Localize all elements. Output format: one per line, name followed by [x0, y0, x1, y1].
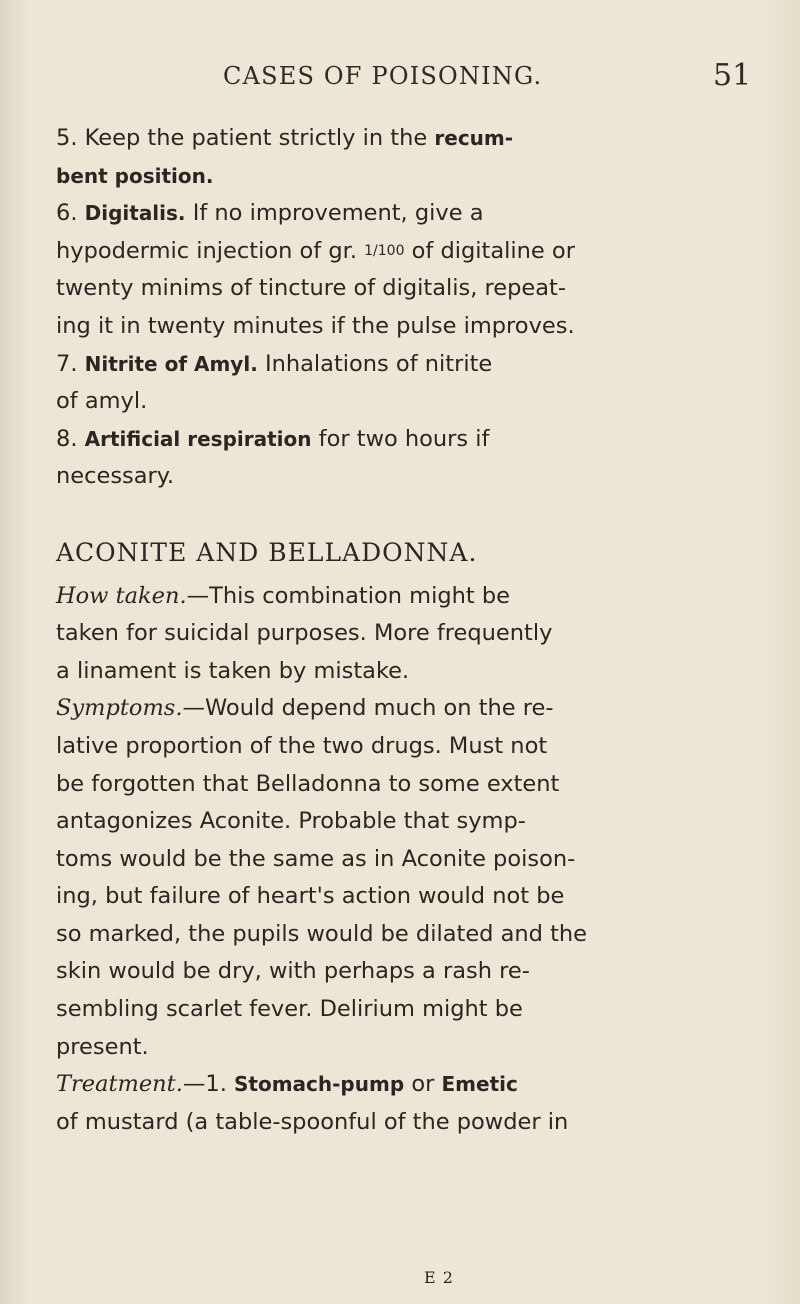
- treatment-line-2: of mustard (a table-spoonful of the powder in: [56, 1108, 569, 1135]
- how-taken-line-2: taken for suicidal purposes. More frequently: [56, 620, 553, 647]
- step-6-line-3: twenty minims of tincture of digitalis, repeat-: [56, 275, 566, 302]
- step-text: for two hours if: [318, 425, 490, 452]
- step-text: hypodermic injection of gr.: [56, 237, 357, 264]
- step-7-line-2: of amyl.: [56, 388, 148, 415]
- step-8-line-2: necessary.: [56, 463, 175, 490]
- how-taken-line-3: a linament is taken by mistake.: [56, 657, 410, 684]
- running-head: CASES OF POISONING.: [223, 62, 543, 90]
- step-5-line-1: [56, 120, 746, 158]
- step-number: 8.: [56, 425, 78, 452]
- step-text: Keep the patient strictly in the: [84, 125, 428, 151]
- step-emphasis: Artificial respiration: [84, 426, 312, 451]
- step-6-line-2: [56, 233, 746, 271]
- step-8-line-1: [56, 421, 746, 459]
- step-emphasis: Nitrite of Amyl.: [84, 351, 258, 376]
- step-emphasis: bent position.: [56, 163, 214, 188]
- step-6-line-4: ing it in twenty minutes if the pulse improves.: [56, 312, 575, 339]
- paragraph-text: —Would depend much on the re-: [182, 695, 554, 722]
- page-body: [56, 120, 746, 1141]
- symptoms-line-5: toms would be the same as in Aconite poison-: [56, 845, 576, 872]
- step-emphasis: Stomach-pump: [234, 1072, 405, 1097]
- symptoms-line-3: be forgotten that Belladonna to some extent: [56, 770, 560, 797]
- paragraph-text: —1.: [182, 1071, 227, 1098]
- step-emphasis: Emetic: [441, 1072, 518, 1097]
- symptoms-line-2: lative proportion of the two drugs. Must not: [56, 732, 548, 759]
- how-taken-line-1: [56, 578, 746, 616]
- subheading-label: How taken.: [56, 582, 187, 609]
- dose-fraction: 1/100: [364, 242, 405, 259]
- step-number: 7.: [56, 350, 78, 377]
- symptoms-line-8: skin would be dry, with perhaps a rash re-: [56, 958, 530, 985]
- step-number: 6.: [56, 200, 78, 227]
- step-7-line-1: [56, 346, 746, 384]
- symptoms-line-6: ing, but failure of heart's action would not be: [56, 883, 565, 910]
- symptoms-line-7: so marked, the pupils would be dilated and the: [56, 920, 588, 947]
- step-text: of digitaline or: [411, 237, 575, 264]
- section-heading: ACONITE AND BELLADONNA.: [56, 537, 478, 567]
- page-number: 51: [713, 58, 752, 93]
- step-number: 5.: [56, 125, 78, 151]
- subheading-label: Treatment.: [56, 1071, 183, 1098]
- symptoms-line-10: present.: [56, 1033, 149, 1060]
- subheading-label: Symptoms.: [56, 695, 183, 722]
- paragraph-text: or: [411, 1071, 435, 1098]
- step-text: If no improvement, give a: [192, 200, 484, 227]
- step-5-line-2: [56, 158, 746, 196]
- symptoms-line-1: [56, 690, 746, 728]
- step-emphasis: Digitalis.: [84, 201, 186, 226]
- step-6-line-1: [56, 195, 746, 233]
- treatment-line-1: [56, 1066, 746, 1104]
- symptoms-line-9: sembling scarlet fever. Delirium might be: [56, 996, 523, 1023]
- paragraph-text: —This combination might be: [186, 582, 510, 609]
- symptoms-line-4: antagonizes Aconite. Probable that symp-: [56, 808, 526, 835]
- page-header: [0, 58, 800, 102]
- step-emphasis: recum-: [434, 126, 514, 150]
- signature-mark: E 2: [424, 1268, 454, 1287]
- step-text: Inhalations of nitrite: [264, 350, 493, 377]
